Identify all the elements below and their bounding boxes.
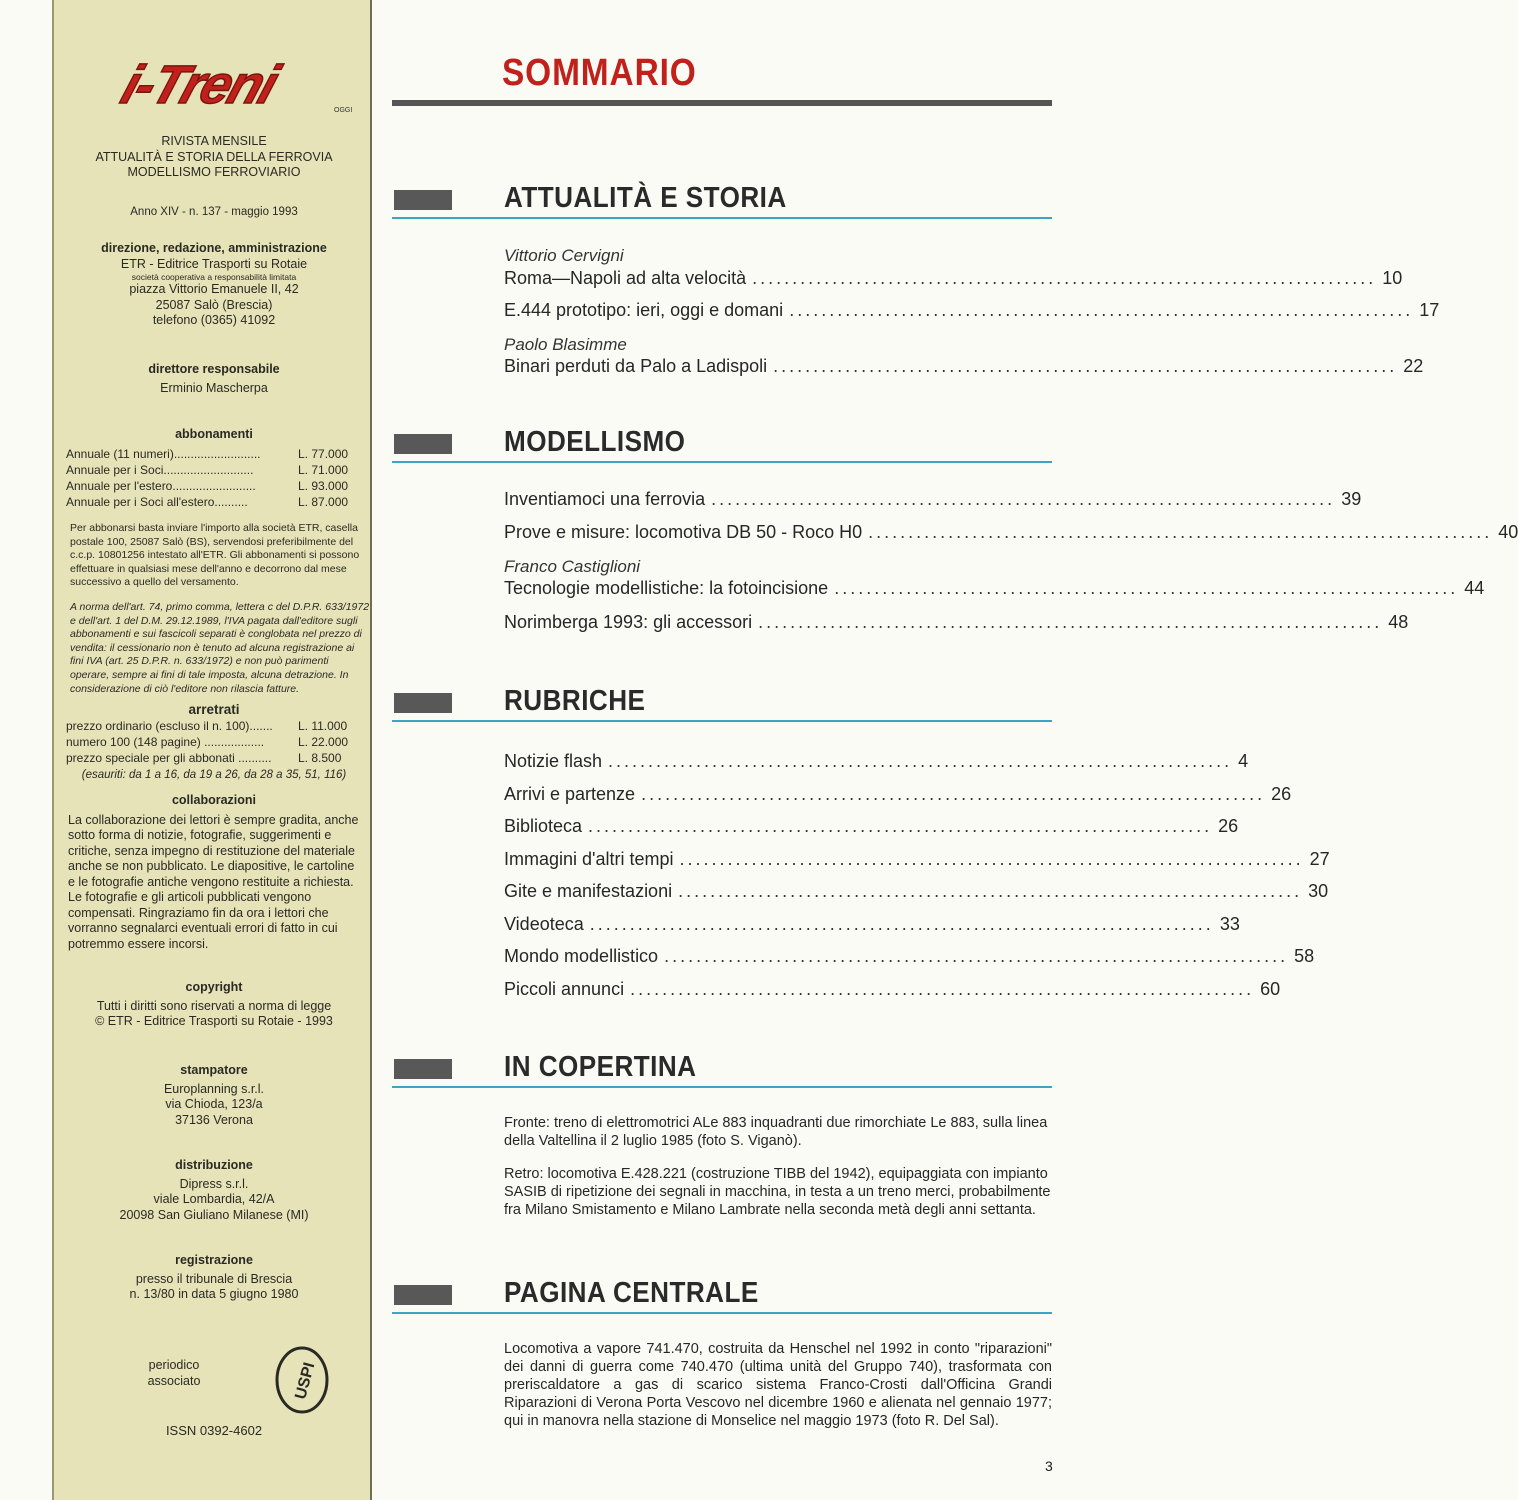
toc-entry[interactable]: Tecnologie modellistiche: la fotoincisione .............................................................................. 44 [504,578,1485,598]
section-marker [394,1059,452,1079]
back-issues-block: arretrati prezzo ordinario (escluso il n. 100)....... L. 11.000 numero 100 (148 pagine) .................. L. 22.000 prezzo speciale per gli abbonati .......... L. 8.500 (esauriti: da 1 a 16, da 19 a 26, da 28 a 35, 51, 116) [64,702,364,783]
section-rule [392,1086,1052,1088]
issue-info: Anno XIV - n. 137 - maggio 1993 [130,206,298,218]
vat-note: A norma dell'art. 74, primo comma, lettera c del D.P.R. 633/1972 e dell'art. 1 del D.M. 29.12.1989, l'IVA pagata dall'editore sugli abbonamenti e sui fascicoli separati è conglobata nel prezzo di vendita: il cessionario non è tenuto ad alcuna registrazione ai fini IVA (art. 25 D.P.R. n. 633/1972) e non può parimenti operare, sempre ai fini di tale imposta, alcuna detrazione. In considerazione di ciò l'editore non rilascia fatture. [70,601,370,695]
subscription-note: Per abbonarsi basta inviare l'importo alla società ETR, casella postale 100, 25087 Salò (BS), servendosi preferibilmente del c.c.p. 10801256 intestato all'ETR. Gli abbonamenti si possono effettuare in qualsiasi mese dell'anno e decorrono dal mese successivo a quello del versamento. [70,522,360,589]
page-title: SOMMARIO [502,52,697,94]
toc-entry[interactable]: Notizie flash .............................................................................. 4 [504,751,1249,771]
cover-front-description: Fronte: treno di elettromotrici ALe 883 inquadranti due rimorchiate Le 883, sulla linea della Valtellina il 2 luglio 1985 (foto S. Viganò). [504,1115,1048,1149]
toc-entry[interactable]: Immagini d'altri tempi .............................................................................. 27 [504,849,1330,869]
section-rule [392,1312,1052,1314]
section-rule [392,720,1052,722]
toc-entry[interactable]: Norimberga 1993: gli accessori .............................................................................. 48 [504,612,1409,632]
svg-text:OGGI: OGGI [334,107,353,114]
copyright-block: copyright Tutti i diritti sono riservati a norma di legge © ETR - Editrice Trasporti su Rotaie - 1993 [95,980,333,1028]
page-number: 3 [1045,1458,1053,1474]
uspi-logo [274,1345,330,1415]
toc-entry[interactable]: Videoteca .............................................................................. 33 [504,914,1240,934]
toc-entry[interactable]: Gite e manifestazioni .............................................................................. 30 [504,881,1329,901]
masthead: RIVISTA MENSILE ATTUALITÀ E STORIA DELLA FERROVIA MODELLISMO FERROVIARIO [95,134,333,179]
collaborations-block: collaborazioni La collaborazione dei lettori è sempre gradita, anche sotto forma di notizie, fotografie, suggerimenti e critiche, senza impegno di restituzione del materiale anche se non pubblicato. Le diapositive, le cartoline e le fotografie antiche vengono restituite a richiesta. Le fotografie e gli articoli pubblicati vengono compensati. Ringraziamo fin da ora i lettori che vorranno segnalarci eventuali errori di fatto in cui potremmo essere incorsi. [68,793,359,951]
section-rule [392,217,1052,219]
toc-entry[interactable]: Roma—Napoli ad alta velocità .............................................................................. 10 [504,268,1403,288]
section-marker [394,693,452,713]
article-author: Franco Castiglioni [504,557,641,576]
toc-entry[interactable]: Arrivi e partenze .............................................................................. 26 [504,784,1292,804]
back-issue-row: numero 100 (148 pagine) .................. L. 22.000 [66,734,349,749]
itreni-logo [114,55,354,115]
toc-entry[interactable]: Mondo modellistico .............................................................................. 58 [504,946,1315,966]
printer-block: stampatore Europlanning s.r.l. via Chioda, 123/a 37136 Verona [163,1063,265,1127]
article-author: Paolo Blasimme [504,335,627,354]
subscription-row: Annuale per l'estero......................... L. 93.000 [66,478,349,493]
sold-out-note: (esauriti: da 1 a 16, da 19 a 26, da 28 a 35, 51, 116) [81,768,347,781]
periodical-label: periodico associato [147,1358,201,1388]
section-marker [394,434,452,454]
colophon-sidebar [52,0,372,1500]
section-marker [394,1285,452,1305]
subscription-row: Annuale per i Soci all'estero.......... L. 87.000 [66,494,349,509]
toc-entry[interactable]: Biblioteca .............................................................................. 26 [504,816,1239,836]
toc-entry[interactable]: Piccoli annunci .............................................................................. 60 [504,979,1281,999]
registration-block: registrazione presso il tribunale di Brescia n. 13/80 in data 5 giugno 1980 [129,1253,299,1301]
back-issue-row: prezzo ordinario (escluso il n. 100)....... L. 11.000 [66,718,348,733]
toc-entry[interactable]: Prove e misure: locomotiva DB 50 - Roco H0 .............................................................................. 40 [504,522,1518,542]
back-issue-row: prezzo speciale per gli abbonati .......... L. 8.500 [66,750,342,765]
svg-text:i-Treni: i-Treni [114,54,285,115]
section-marker [394,190,452,210]
centerfold-description: Locomotiva a vapore 741.470, costruita da Henschel nel 1992 in conto "riparazioni" dei danni di guerra come 740.470 (ultima unità del Gruppo 740), trasformata con preriscaldatore a gas di scarico sistema Franco-Crosti dall'Officina Grandi Riparazioni di Verona Porta Vescovo nel dicembre 1960 e alienata nel gennaio 1977; qui in manovra nella stazione di Monselice nel maggio 1973 (foto R. Del Sal). [504,1341,1052,1429]
subscription-row: Annuale per i Soci........................... L. 71.000 [66,462,349,477]
director-block: direttore responsabile Erminio Mascherpa [148,362,280,395]
issn: ISSN 0392-4602 [165,1423,263,1438]
subscription-row: Annuale (11 numeri).......................... L. 77.000 [66,446,349,461]
contents-column: SOMMARIO ATTUALITÀ E STORIA Vittorio Cervigni Roma—Napoli ad alta velocità .............................................................................. 10 E.444 prototipo: ieri, oggi e domani .............................................................................. 17 Paolo Blasimme Binari perduti da Palo a Ladispoli .............................................................................. 22 MODELLISMO Inventiamoci una ferrovia .............................................................................. 39 Prove e misure: locomotiva DB 50 - Roco H0 .............................................................................. 40 Franco Castiglioni Tecnologie modellistiche: la fotoincisione .............................................................................. 44 Norimberga 1993: gli accessori .............................................................................. 48 RUBRICHE Notizie flash .............................................................................. 4 Arrivi e partenze .............................................................................. 26 Biblioteca .............................................................................. 26 Immagini d'altri tempi .............................................................................. 27 Gite e manifestazioni .............................................................................. 30 Videoteca .............................................................................. 33 Mondo modellistico .............................................................................. 58 Piccoli annunci .............................................................................. 60 IN COPERTINA Fronte: treno di elettromotrici ALe 883 inquadranti due rimorchiate Le 883, sulla linea della Valtellina il 2 luglio 1985 (foto S. Viganò). Retro: locomotiva E.428.221 (costruzione TIBB del 1942), equipaggiata con impianto SASIB di ripetizione dei segnali in macchina, in testa a un treno merci, probabilmente fra Milano Smistamento e Milano Lambrate nella seconda metà degli anni settanta. PAGINA CENTRALE Locomotiva a vapore 741.470, costruita da Henschel nel 1992 in conto "riparazioni" dei danni di guerra come 740.470 (ultima unità del Gruppo 740), trasformata con preriscaldatore a gas di scarico sistema Franco-Crosti dall'Officina Grandi Riparazioni di Verona Porta Vescovo nel dicembre 1960 e alienata nel gennaio 1977; qui in manovra nella stazione di Monselice nel maggio 1973 (foto R. Del Sal). 3 [372,0,1128,1500]
toc-entry[interactable]: E.444 prototipo: ieri, oggi e domani .............................................................................. 17 [504,300,1440,320]
distribution-block: distribuzione Dipress s.r.l. viale Lombardia, 42/A 20098 San Giuliano Milanese (MI) [119,1158,309,1222]
svg-text:USPI: USPI [292,1360,319,1402]
article-author: Vittorio Cervigni [504,246,624,265]
section-rule [392,461,1052,463]
title-divider [392,100,1052,106]
cover-back-description: Retro: locomotiva E.428.221 (costruzione TIBB del 1942), equipaggiata con impianto SASIB di ripetizione dei segnali in macchina, in testa a un treno merci, probabilmente fra Milano Smistamento e Milano Lambrate nella seconda metà degli anni settanta. [504,1166,1051,1218]
editorial-block: direzione, redazione, amministrazione ETR - Editrice Trasporti su Rotaie società cooperativa a responsabilità limitata piazza Vittorio Emanuele II, 42 25087 Salò (Brescia) telefono (0365) 41092 [101,241,327,327]
toc-entry[interactable]: Inventiamoci una ferrovia .............................................................................. 39 [504,489,1362,509]
subscriptions-block: abbonamenti Annuale (11 numeri).......................... L. 77.000 Annuale per i Soci........................... L. 71.000 Annuale per l'estero......................... L. 93.000 Annuale per i Soci all'estero.......... L. 87.000 [64,427,364,510]
toc-entry[interactable]: Binari perduti da Palo a Ladispoli .............................................................................. 22 [504,356,1424,376]
